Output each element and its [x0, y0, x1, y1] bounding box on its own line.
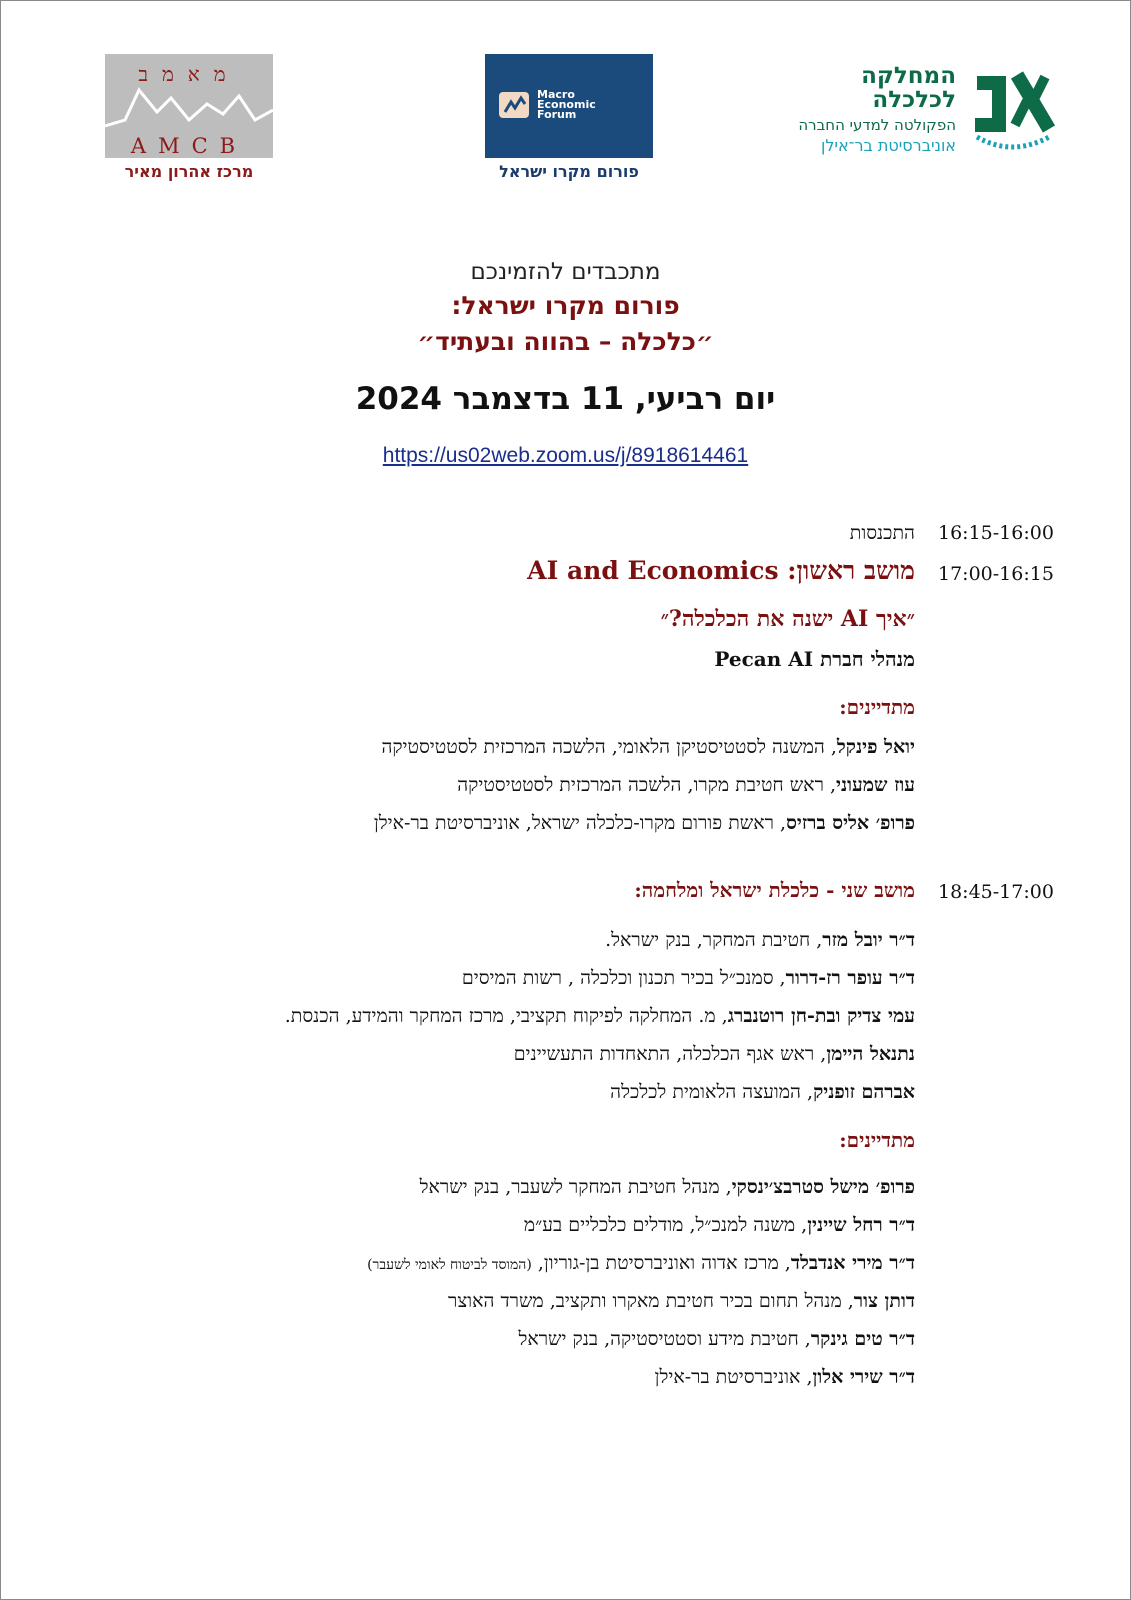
- list-item: ד״ר טים גינקר, חטיבת מידע וסטטיסטיקה, בנק ישראל: [518, 1328, 915, 1350]
- list-item: נתנאל היימן, ראש אגף הכלכלה, התאחדות התעשיינים: [513, 1043, 915, 1065]
- list-item: יואל פינקל, המשנה לסטטיסטיקן הלאומי, הלשכה המרכזית לסטטיסטיקה: [381, 736, 915, 758]
- zoom-link[interactable]: https://us02web.zoom.us/j/8918614461: [382, 444, 749, 467]
- session1-discussants-label: מתדיינים:: [839, 695, 915, 719]
- presenters-label: מנהלי חברת: [820, 647, 915, 671]
- session1-presenters: [714, 647, 915, 672]
- list-item: ד״ר מירי אנדבלד, מרכז אדוה ואוניברסיטת בן-גוריון, (המוסד לביטוח לאומי לשעבר): [367, 1252, 915, 1274]
- bar-ilan-logo-icon: [969, 65, 1055, 155]
- list-item: ד״ר יובל מזר, חטיבת המחקר, בנק ישראל.: [605, 929, 915, 951]
- session1-time: 17:00-16:15: [938, 563, 1054, 585]
- macro-forum-wordmark: Macro Economic Forum: [537, 88, 596, 121]
- list-item: עמי צדיק ובת-חן רוטנברג, מ. המחלקה לפיקוח תקציבי, מרכז המחקר והמידע, הכנסת.: [284, 1005, 915, 1027]
- session1-question: ״איך AI ישנה את הכלכלה?״: [660, 606, 915, 632]
- faculty-name: הפקולטה למדעי החברה: [798, 116, 956, 134]
- list-item: אברהם זופניק, המועצה הלאומית לכלכלה: [610, 1081, 915, 1103]
- list-item: פרופ׳ אליס ברזיס, ראשת פורום מקרו-כלכלה ישראל, אוניברסיטת בר-אילן: [373, 812, 915, 834]
- list-item: פרופ׳ מישל סטרבצ׳ינסקי, מנהל חטיבת המחקר לשעבר, בנק ישראל: [419, 1176, 915, 1198]
- list-item: דותן צור, מנהל תחום בכיר חטיבת מאקרו ותקציב, משרד האוצר: [447, 1290, 915, 1312]
- department-name: המחלקה לכלכלה: [861, 63, 956, 113]
- university-name: אוניברסיטת בר־אילן: [820, 136, 956, 155]
- macro-forum-caption: פורום מקרו ישראל: [499, 162, 639, 181]
- macro-forum-mark-icon: [499, 92, 529, 118]
- session2-heading: מושב שני - כלכלת ישראל ומלחמה:: [634, 878, 915, 902]
- amcb-latin-letters: AMCB: [130, 134, 248, 158]
- amcb-logo: [105, 54, 273, 158]
- event-date: יום רביעי, 11 בדצמבר 2024: [355, 381, 776, 417]
- session1-topic: AI and Economics: [527, 556, 779, 585]
- session1-label: מושב ראשון:: [787, 556, 915, 585]
- amcb-hebrew-letters: מאמב: [138, 62, 240, 86]
- invitation-line: מתכבדים להזמינכם: [470, 259, 661, 285]
- discussant-note: (המוסד לביטוח לאומי לשעבר): [367, 1257, 532, 1273]
- session2-discussants-label: מתדיינים:: [839, 1128, 915, 1152]
- gathering-label: התכנסות: [849, 522, 915, 544]
- forum-title: פורום מקרו ישראל:: [451, 291, 680, 320]
- session2-time: 18:45-17:00: [938, 881, 1054, 903]
- presenters-company: Pecan AI: [714, 647, 814, 671]
- list-item: עוז שמעוני, ראש חטיבת מקרו, הלשכה המרכזית לסטטיסטיקה: [457, 774, 915, 796]
- gathering-time: 16:15-16:00: [938, 522, 1054, 544]
- session1-heading: [527, 556, 915, 586]
- macro-forum-logo: [485, 54, 653, 158]
- list-item: ד״ר רחל שיינין, משנה למנכ״ל, מודלים כלכליים בע״מ: [523, 1214, 915, 1236]
- amcb-caption: מרכז אהרון מאיר: [124, 162, 254, 181]
- forum-subtitle: ״כלכלה – בהווה ובעתיד״: [417, 327, 714, 356]
- list-item: ד״ר עופר רז-דרור, סמנכ״ל בכיר תכנון וכלכלה , רשות המיסים: [461, 967, 915, 989]
- list-item: ד״ר שירי אלון, אוניברסיטת בר-אילן: [654, 1366, 915, 1388]
